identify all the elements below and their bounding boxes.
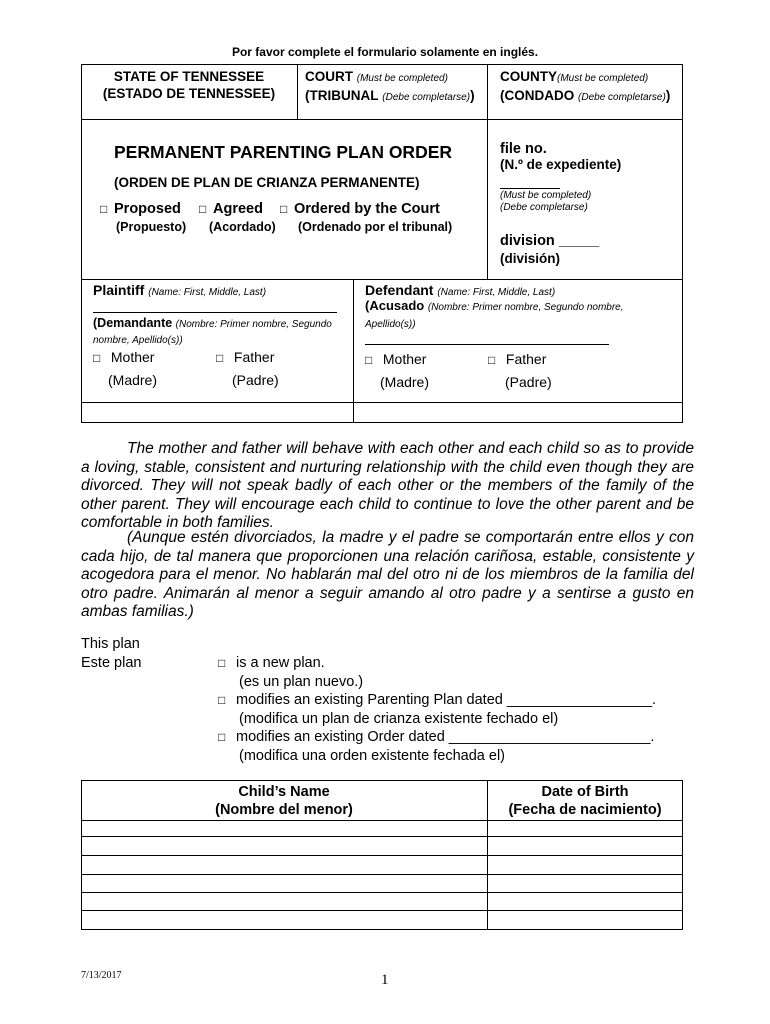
option-proposed-es: (Propuesto) bbox=[116, 220, 187, 234]
header-row-divider bbox=[81, 119, 683, 120]
plaintiff-label-row bbox=[93, 282, 266, 298]
defendant-hint-es: (Nombre: Primer nombre, Segundo nombre, Apellido(s)) bbox=[365, 302, 624, 330]
table-row[interactable] bbox=[81, 820, 683, 821]
court-must-es: (Debe completarse) bbox=[382, 92, 471, 103]
plan-modify-plan-es: (modifica un plan de crianza existente fechado el) bbox=[239, 711, 559, 727]
header-right-border bbox=[682, 64, 683, 423]
plaintiff-father-es: (Padre) bbox=[232, 372, 279, 388]
checkbox-icon[interactable]: □ bbox=[93, 351, 101, 365]
option-proposed[interactable] bbox=[100, 201, 181, 217]
plaintiff-mother-option[interactable] bbox=[93, 349, 154, 365]
file-must: (Must be completed) bbox=[500, 190, 592, 201]
defendant-mother-option[interactable] bbox=[365, 351, 426, 367]
division-field[interactable]: division _____ bbox=[500, 233, 600, 249]
plan-new-option[interactable] bbox=[218, 655, 325, 671]
file-no-line[interactable] bbox=[500, 188, 560, 189]
party-row-divider bbox=[81, 402, 683, 403]
child-name-header bbox=[81, 783, 487, 819]
county-label-es: (CONDADO bbox=[500, 88, 575, 103]
header-top-border bbox=[81, 64, 683, 65]
option-ordered[interactable] bbox=[280, 201, 440, 217]
defendant-name-line[interactable] bbox=[365, 344, 609, 345]
child-name-header-en: Child’s Name bbox=[238, 784, 330, 800]
child-name-header-es: (Nombre del menor) bbox=[215, 802, 353, 818]
defendant-father-label: Father bbox=[505, 351, 547, 367]
plan-modify-order-label: modifies an existing Order dated _________________________. bbox=[236, 729, 655, 745]
plaintiff-mother-es: (Madre) bbox=[108, 372, 158, 388]
court-cell[interactable] bbox=[305, 68, 487, 106]
option-ordered-es: (Ordenado por el tribunal) bbox=[298, 220, 453, 234]
children-table-top bbox=[81, 780, 683, 781]
checkbox-icon[interactable]: □ bbox=[218, 730, 226, 744]
children-table-bottom bbox=[81, 929, 683, 930]
language-notice: Por favor complete el formulario solamente en inglés. bbox=[231, 45, 539, 59]
checkbox-icon[interactable]: □ bbox=[218, 693, 226, 707]
plan-modify-order-es: (modifica una orden existente fechada el) bbox=[239, 748, 505, 764]
dob-header-es: (Fecha de nacimiento) bbox=[508, 802, 662, 818]
plaintiff-hint: (Name: First, Middle, Last) bbox=[148, 287, 267, 298]
defendant-hint: (Name: First, Middle, Last) bbox=[437, 287, 556, 298]
state-cell bbox=[81, 68, 297, 102]
plaintiff-name-line[interactable] bbox=[93, 312, 337, 313]
plan-modify-order-option[interactable] bbox=[218, 729, 654, 745]
state-en: STATE OF TENNESSEE bbox=[113, 69, 265, 84]
plaintiff-mother-label: Mother bbox=[110, 349, 155, 365]
county-cell[interactable] bbox=[500, 68, 682, 106]
option-agreed[interactable] bbox=[199, 201, 263, 217]
county-must-es: (Debe completarse) bbox=[578, 92, 666, 103]
footer-date: 7/13/2017 bbox=[81, 970, 122, 981]
plaintiff-hint-es: (Nombre: Primer nombre, Segundo nombre, Apellido(s)) bbox=[93, 319, 332, 346]
court-label-es: (TRIBUNAL bbox=[305, 88, 379, 103]
court-label: COURT bbox=[305, 69, 353, 84]
plaintiff-label-es-row bbox=[93, 316, 343, 348]
page-title: PERMANENT PARENTING PLAN ORDER bbox=[114, 142, 453, 162]
plan-modify-plan-label: modifies an existing Parenting Plan dated __________________. bbox=[236, 692, 657, 708]
header-left-border bbox=[81, 64, 82, 423]
county-must: (Must be completed) bbox=[557, 73, 649, 84]
county-paren: ) bbox=[665, 88, 671, 103]
checkbox-icon[interactable]: □ bbox=[199, 202, 207, 216]
table-row[interactable] bbox=[81, 910, 683, 911]
defendant-label-row bbox=[365, 282, 555, 298]
defendant-label-es: (Acusado bbox=[365, 298, 425, 313]
checkbox-icon[interactable]: □ bbox=[488, 353, 496, 367]
plaintiff-label-es: (Demandante bbox=[93, 316, 173, 330]
option-proposed-label: Proposed bbox=[114, 201, 181, 217]
checkbox-icon[interactable]: □ bbox=[216, 351, 224, 365]
file-must-es: (Debe completarse) bbox=[500, 202, 588, 213]
defendant-mother-label: Mother bbox=[382, 351, 427, 367]
page-title-es: (ORDEN DE PLAN DE CRIANZA PERMANENTE) bbox=[114, 175, 420, 190]
defendant-label: Defendant bbox=[365, 282, 434, 298]
table-row[interactable] bbox=[81, 874, 683, 875]
file-no-label-es: (N.º de expediente) bbox=[500, 157, 622, 172]
plan-new-es: (es un plan nuevo.) bbox=[239, 674, 364, 690]
court-must: (Must be completed) bbox=[356, 73, 448, 84]
plan-modify-plan-option[interactable] bbox=[218, 692, 656, 708]
state-es: (ESTADO DE TENNESSEE) bbox=[102, 86, 276, 101]
plaintiff-father-option[interactable] bbox=[216, 349, 274, 365]
statement-es: (Aunque estén divorciados, la madre y el padre se comportarán entre ellos y con cada hijo, de tal manera que proporcionen una relación cariñosa, estable, consistente y acogedora para el menor. No hablarán mal del otro ni de los miembros de la familia del otro padre. Animarán al menor a seguir amando al otro padre y a sentirse a gusto en ambas familias.) bbox=[81, 529, 694, 620]
option-ordered-label: Ordered by the Court bbox=[294, 201, 440, 217]
dob-header bbox=[487, 783, 683, 819]
defendant-father-es: (Padre) bbox=[505, 374, 552, 390]
header-col-divider-1 bbox=[297, 64, 298, 120]
checkbox-icon[interactable]: □ bbox=[365, 353, 373, 367]
header-bottom-border bbox=[81, 422, 683, 423]
division-label-es: (división) bbox=[500, 251, 560, 266]
table-row[interactable] bbox=[81, 855, 683, 856]
defendant-mother-es: (Madre) bbox=[380, 374, 430, 390]
table-row[interactable] bbox=[81, 892, 683, 893]
dob-header-en: Date of Birth bbox=[541, 784, 629, 800]
court-paren: ) bbox=[470, 88, 475, 103]
checkbox-icon[interactable]: □ bbox=[218, 656, 226, 670]
plaintiff-father-label: Father bbox=[233, 349, 275, 365]
plaintiff-label: Plaintiff bbox=[93, 282, 145, 298]
checkbox-icon[interactable]: □ bbox=[280, 202, 288, 216]
file-no-label: file no. bbox=[500, 141, 547, 157]
plan-new-label: is a new plan. bbox=[236, 655, 325, 671]
table-row[interactable] bbox=[81, 836, 683, 837]
plan-label: This plan bbox=[81, 636, 140, 652]
defendant-father-option[interactable] bbox=[488, 351, 546, 367]
title-row-divider bbox=[81, 279, 683, 280]
statement-en: The mother and father will behave with each other and each child so as to provide a loving, stable, consistent and nurturing relationship with the child even though they are divorced. They will not speak badly of each other or the members of the family of the other parent. They will encourage each child to continue to love the other parent and be comfortable in both families. bbox=[81, 440, 694, 531]
option-agreed-es: (Acordado) bbox=[209, 220, 276, 234]
plan-label-es: Este plan bbox=[81, 655, 142, 671]
county-label: COUNTY bbox=[500, 69, 557, 84]
checkbox-icon[interactable]: □ bbox=[100, 202, 108, 216]
header-col-divider-2 bbox=[487, 64, 488, 280]
option-agreed-label: Agreed bbox=[213, 201, 263, 217]
defendant-label-es-row bbox=[365, 298, 670, 332]
page-number: 1 bbox=[381, 972, 389, 988]
